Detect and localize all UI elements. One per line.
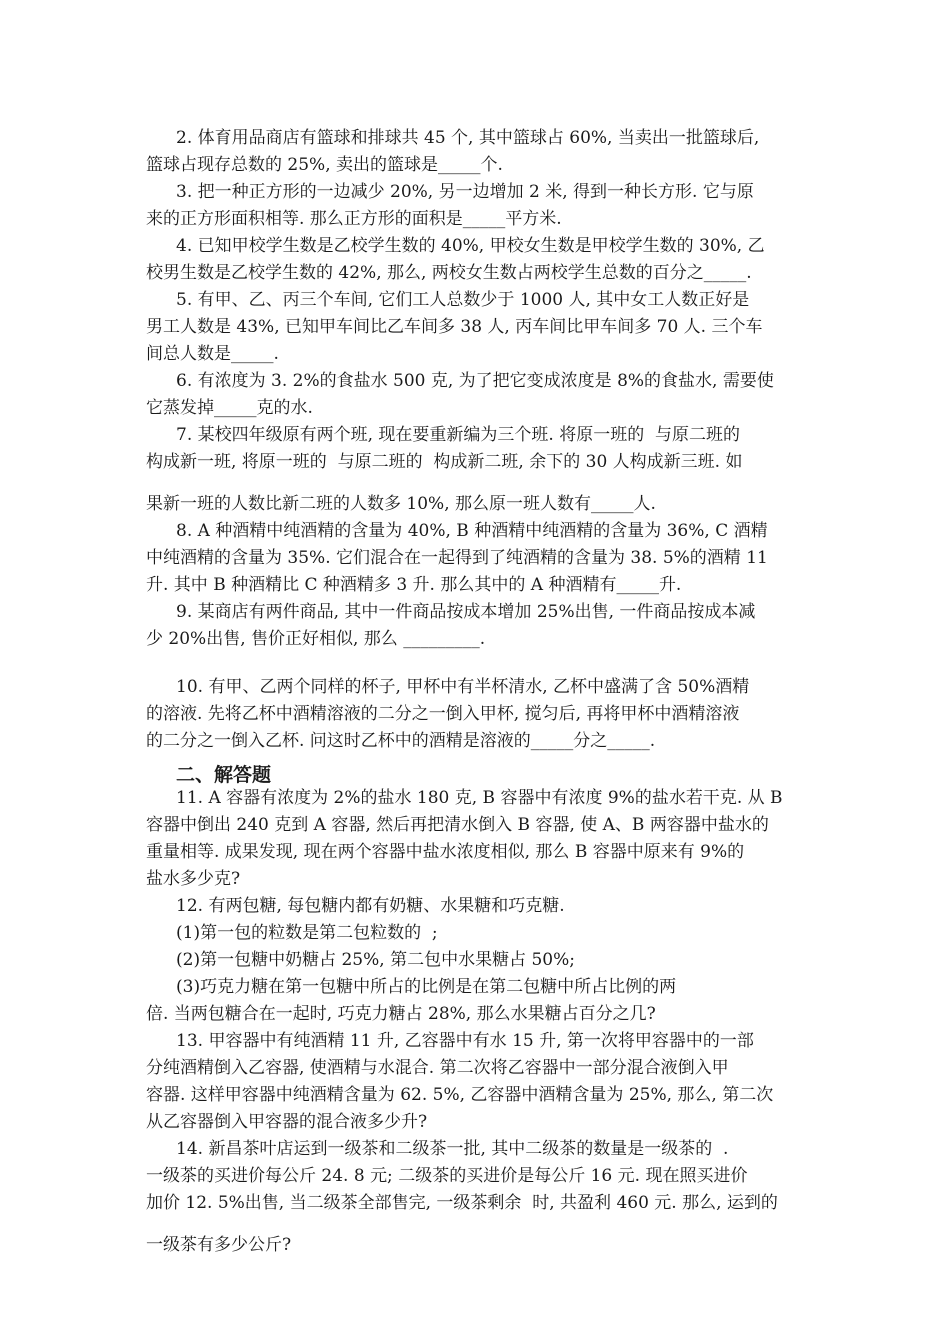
problem-8-line-1: 8. A 种酒精中纯酒精的含量为 40%, B 种酒精中纯酒精的含量为 36%, C 酒精 [176,521,768,541]
problem-12-line-1: 12. 有两包糖, 每包糖内都有奶糖、水果糖和巧克糖. [176,896,565,916]
problem-14-line-4: 一级茶有多少公斤? [146,1235,292,1255]
problem-5-line-2: 男工人数是 43%, 已知甲车间比乙车间多 38 人, 丙车间比甲车间多 70 人. 三个车 [146,317,763,337]
problem-8-line-2: 中纯酒精的含量为 35%. 它们混合在一起得到了纯酒精的含量为 38. 5%的酒精 11 [146,548,768,568]
problem-12-line-4: (3)巧克力糖在第一包糖中所占的比例是在第二包糖中所占比例的两 [176,977,677,997]
problem-11-line-4: 盐水多少克? [146,869,241,889]
problem-11-line-3: 重量相等. 成果发现, 现在两个容器中盐水浓度相似, 那么 B 容器中原来有 9%的 [146,842,745,862]
problem-8-line-3: 升. 其中 B 种酒精比 C 种酒精多 3 升. 那么其中的 A 种酒精有_____升. [146,575,682,595]
problem-10-line-1: 10. 有甲、乙两个同样的杯子, 甲杯中有半杯清水, 乙杯中盛满了含 50%酒精 [176,677,750,697]
problem-2-line-1: 2. 体育用品商店有篮球和排球共 45 个, 其中篮球占 60%, 当卖出一批篮球后, [176,128,760,148]
problem-14-line-1: 14. 新昌茶叶店运到一级茶和二级茶一批, 其中二级茶的数量是一级茶的 . [176,1139,729,1159]
problem-12-line-3: (2)第一包糖中奶糖占 25%, 第二包中水果糖占 50%; [176,950,575,970]
problem-12-line-2: (1)第一包的粒数是第二包粒数的 ; [176,923,438,943]
section-heading: 二、解答题 [176,764,272,786]
problem-5-line-1: 5. 有甲、乙、丙三个车间, 它们工人总数少于 1000 人, 其中女工人数正好是 [176,290,750,310]
problem-10-line-2: 的溶液. 先将乙杯中酒精溶液的二分之一倒入甲杯, 搅匀后, 再将甲杯中酒精溶液 [146,704,740,724]
problem-10-line-3: 的二分之一倒入乙杯. 问这时乙杯中的酒精是溶液的_____分之_____. [146,731,656,751]
problem-9-line-1: 9. 某商店有两件商品, 其中一件商品按成本增加 25%出售, 一件商品按成本减 [176,602,756,622]
problem-11-line-2: 容器中倒出 240 克到 A 容器, 然后再把清水倒入 B 容器, 使 A、B 两容器中盐水的 [146,815,769,835]
problem-3-line-1: 3. 把一种正方形的一边减少 20%, 另一边增加 2 米, 得到一种长方形. 它与原 [176,182,754,202]
problem-12-line-5: 倍. 当两包糖合在一起时, 巧克力糖占 28%, 那么水果糖占百分之几? [146,1004,656,1024]
problem-11-line-1: 11. A 容器有浓度为 2%的盐水 180 克, B 容器中有浓度 9%的盐水若干克. 从 B [176,788,783,808]
problem-7-line-3: 果新一班的人数比新二班的人数多 10%, 那么原一班人数有_____人. [146,494,656,514]
problem-14-line-2: 一级茶的买进价每公斤 24. 8 元; 二级茶的买进价是每公斤 16 元. 现在照买进价 [146,1166,748,1186]
problem-9-line-2: 少 20%出售, 售价正好相似, 那么 _________. [146,629,486,649]
problem-14-line-3: 加价 12. 5%出售, 当二级茶全部售完, 一级茶剩余 时, 共盈利 460 元. 那么, 运到的 [146,1193,778,1213]
problem-13-line-3: 容器. 这样甲容器中纯酒精含量为 62. 5%, 乙容器中酒精含量为 25%, 那么, 第二次 [146,1085,774,1105]
problem-2-line-2: 篮球占现存总数的 25%, 卖出的篮球是_____个. [146,155,503,175]
problem-13-line-1: 13. 甲容器中有纯酒精 11 升, 乙容器中有水 15 升, 第一次将甲容器中的一部 [176,1031,754,1051]
problem-6-line-1: 6. 有浓度为 3. 2%的食盐水 500 克, 为了把它变成浓度是 8%的食盐水, 需要使 [176,371,774,391]
problem-4-line-2: 校男生数是乙校学生数的 42%, 那么, 两校女生数占两校学生总数的百分之_____. [146,263,752,283]
problem-13-line-2: 分纯酒精倒入乙容器, 使酒精与水混合. 第二次将乙容器中一部分混合液倒入甲 [146,1058,729,1078]
problem-3-line-2: 来的正方形面积相等. 那么正方形的面积是_____平方米. [146,209,562,229]
problem-7-line-1: 7. 某校四年级原有两个班, 现在要重新编为三个班. 将原一班的 与原二班的 [176,425,741,445]
problem-5-line-3: 间总人数是_____. [146,344,279,364]
problem-6-line-2: 它蒸发掉_____克的水. [146,398,313,418]
problem-13-line-4: 从乙容器倒入甲容器的混合液多少升? [146,1112,428,1132]
problem-4-line-1: 4. 已知甲校学生数是乙校学生数的 40%, 甲校女生数是甲校学生数的 30%, 乙 [176,236,765,256]
problem-7-line-2: 构成新一班, 将原一班的 与原二班的 构成新二班, 余下的 30 人构成新三班. 如 [146,452,743,472]
